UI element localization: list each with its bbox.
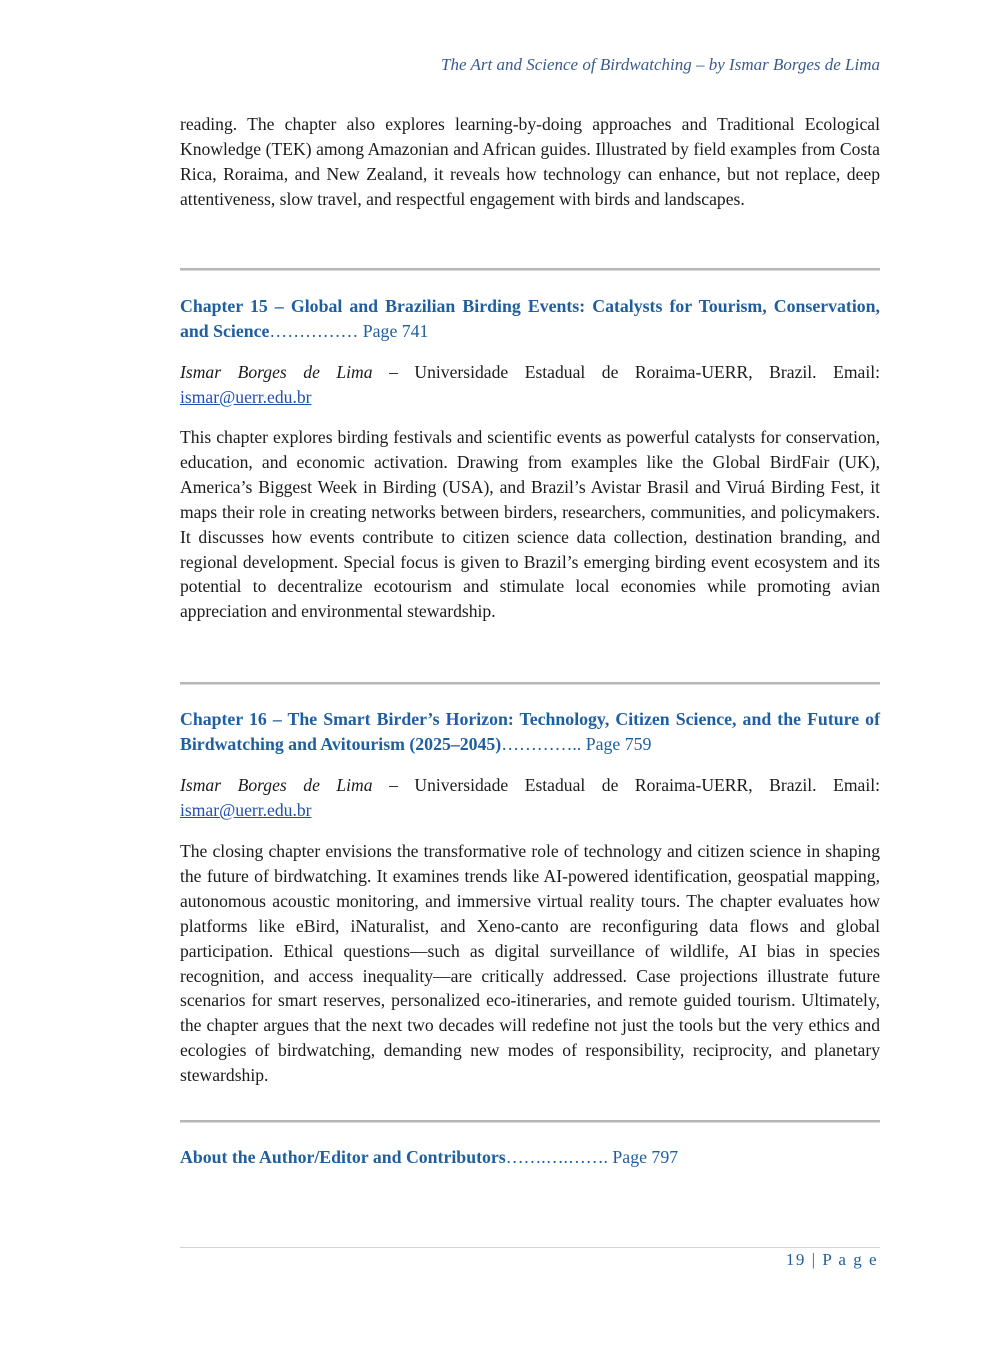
chapter-16-author [180,773,880,823]
leader-dots: ………….. [501,734,582,754]
chapter-16-summary: The closing chapter envisions the transformative role of technology and citizen science in shaping the future of birdwatching. It examines trends like AI-powered identification, geospatial mapping, autonomous acoustic monitoring, and immersive virtual reality tours. The chapter evaluates how platforms like eBird, iNaturalist, and Xeno-canto are reconfiguring data flows and global participation. Ethical questions—such as digital surveillance of wildlife, AI bias in species recognition, and access inequality—are critically addressed. Case projections illustrate future scenarios for smart reserves, personalized eco-itineraries, and remote guided tourism. Ultimately, the chapter argues that the next two decades will redefine not just the tools but the very ethics and ecologies of birdwatching, demanding new modes of responsibility, reciprocity, and planetary stewardship. [180,841,880,1086]
page-number: 19 | P a g e [785,1250,878,1269]
author-affiliation: – Universidade Estadual de Roraima-UERR, Brazil. Email: [372,362,880,382]
footer-divider [180,1247,880,1248]
leader-dots: …………… [269,321,359,341]
chapter-16-title[interactable] [180,707,880,757]
about-author-entry[interactable] [180,1145,880,1170]
leader-dots: …….….……. [505,1147,608,1167]
section-divider [180,268,880,271]
chapter-15-title[interactable] [180,294,880,344]
intro-paragraph: reading. The chapter also explores learning-by-doing approaches and Traditional Ecological Knowledge (TEK) among Amazonian and African guides. Illustrated by field examples from Costa Rica, Roraima, and New Zealand, it reveals how technology can enhance, but not replace, deep attentiveness, slow travel, and respectful engagement with birds and landscapes. [180,114,880,209]
author-affiliation: – Universidade Estadual de Roraima-UERR, Brazil. Email: [372,775,880,795]
section-divider [180,1120,880,1123]
chapter-15-author [180,360,880,410]
page-reference: Page 741 [362,321,429,341]
email-link[interactable]: ismar@uerr.edu.br [180,799,312,820]
running-header: The Art and Science of Birdwatching – by Ismar Borges de Lima [441,55,880,74]
about-title-text: About the Author/Editor and Contributors [180,1147,506,1167]
page-reference: Page 797 [612,1147,679,1167]
author-name: Ismar Borges de Lima [180,362,373,382]
chapter-title-text: Chapter 16 – The Smart Birder’s Horizon: Technology, Citizen Science, and the Future of Birdwatching and Avitourism (2025–2045) [180,709,880,754]
email-link[interactable]: ismar@uerr.edu.br [180,386,312,407]
page-reference: Page 759 [585,734,652,754]
chapter-15-summary: This chapter explores birding festivals and scientific events as powerful catalysts for conservation, education, and economic activation. Drawing from examples like the Global BirdFair (UK), America’s Biggest Week in Birding (USA), and Brazil’s Avistar Brasil and Viruá Birding Fest, it maps their role in creating networks between birders, researchers, communities, and policymakers. It discusses how events contribute to citizen science data collection, destination branding, and regional development. Special focus is given to Brazil’s emerging birding event ecosystem and its potential to decentralize ecotourism and stimulate local economies while promoting avian appreciation and environmental stewardship. [180,427,880,622]
author-name: Ismar Borges de Lima [180,775,373,795]
section-divider [180,682,880,685]
chapter-title-text: Chapter 15 – Global and Brazilian Birding Events: Catalysts for Tourism, Conservation, and Science [180,296,880,341]
